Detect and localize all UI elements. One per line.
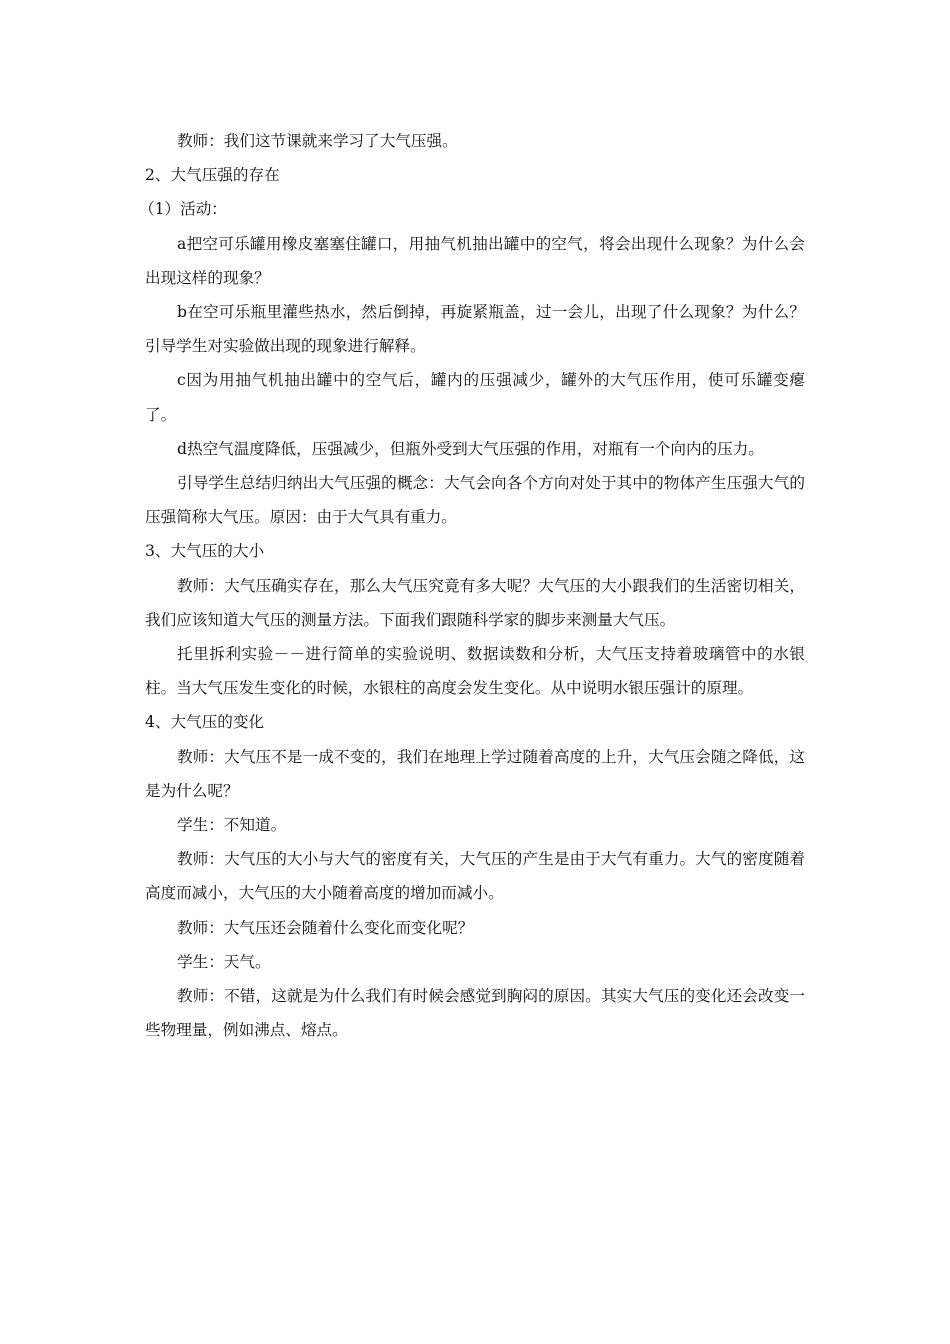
teacher-conclusion-paragraph: 教师：不错，这就是为什么我们有时候会感觉到胸闷的原因。其实大气压的变化还会改变一些物理量，例如沸点、熔点。 bbox=[145, 987, 805, 1040]
teacher-intro-paragraph: 教师：我们这节课就来学习了大气压强。 bbox=[177, 132, 458, 150]
activity-item-d: d热空气温度降低，压强减少，但瓶外受到大气压强的作用，对瓶有一个向内的压力。 bbox=[177, 439, 764, 458]
torricelli-paragraph: 托里拆利实验－－进行简单的实验说明、数据读数和分析，大气压支持着玻璃管中的水银柱。当大气压发生变化的时候，水银柱的高度会发生变化。从中说明水银压强计的原理。 bbox=[145, 645, 805, 698]
activity-item-c: c因为用抽气机抽出罐中的空气后，罐内的压强减少，罐外的大气压作用，使可乐罐变瘪了。 bbox=[145, 371, 805, 424]
document-body bbox=[139, 124, 805, 1047]
section-heading-3: 3、大气压的大小 bbox=[145, 542, 265, 561]
activity-item-b: b在空可乐瓶里灌些热水，然后倒掉，再旋紧瓶盖，过一会儿，出现了什么现象？为什么？引导学生对实验做出现的现象进行解释。 bbox=[145, 303, 805, 356]
teacher-explanation-density: 教师：大气压的大小与大气的密度有关，大气压的产生是由于大气有重力。大气的密度随着高度而减小，大气压的大小随着高度的增加而减小。 bbox=[145, 850, 805, 903]
activity-item-a: a把空可乐罐用橡皮塞塞住罐口，用抽气机抽出罐中的空气，将会出现什么现象？为什么会出现这样的现象？ bbox=[145, 234, 805, 287]
section-heading-4: 4、大气压的变化 bbox=[145, 713, 265, 732]
concept-summary-paragraph: 引导学生总结归纳出大气压强的概念：大气会向各个方向对处于其中的物体产生压强大气的压强简称大气压。原因：由于大气具有重力。 bbox=[145, 474, 805, 527]
student-answer-weather: 学生：天气。 bbox=[177, 952, 271, 971]
pressure-magnitude-paragraph: 教师：大气压确实存在，那么大气压究竟有多大呢？大气压的大小跟我们的生活密切相关，我们应该知道大气压的测量方法。下面我们跟随科学家的脚步来测量大气压。 bbox=[145, 576, 805, 629]
teacher-question-change: 教师：大气压还会随着什么变化而变化呢？ bbox=[177, 918, 474, 937]
student-answer-unknown: 学生：不知道。 bbox=[177, 816, 287, 835]
section-heading-2: 2、大气压强的存在 bbox=[145, 166, 280, 185]
teacher-question-altitude: 教师：大气压不是一成不变的，我们在地理上学过随着高度的上升，大气压会随之降低，这是为什么呢？ bbox=[145, 747, 805, 800]
activity-subheading: （1）活动： bbox=[139, 200, 227, 219]
